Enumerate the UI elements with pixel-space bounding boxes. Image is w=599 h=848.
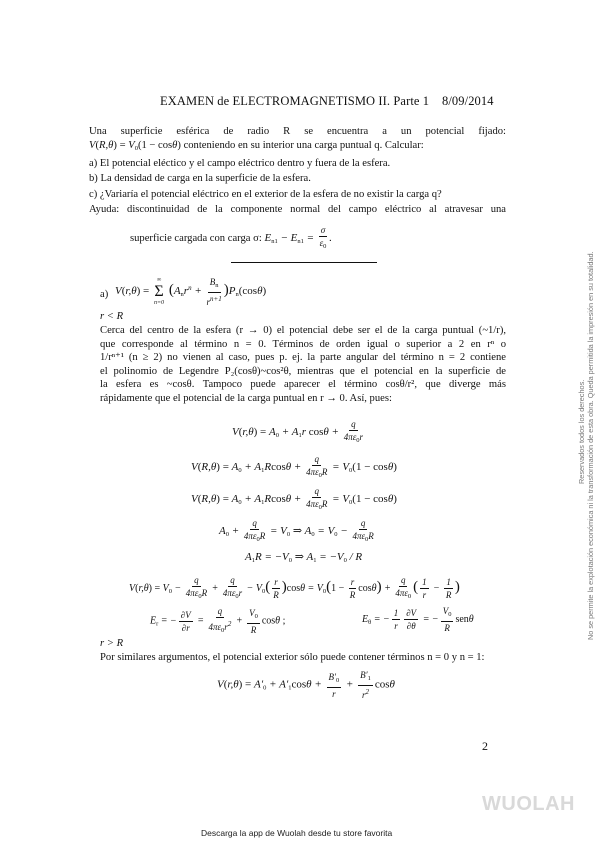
potential-inside-eq: $V(r,\theta) = A_0 + A_1r$ cosθ + $\frac{q}{4\pi\varepsilon_0r}$ [232, 419, 364, 444]
hint-line-2 [130, 225, 332, 252]
problem-line-2 [89, 139, 509, 156]
problem-item-b: b) La densidad de carga en la superficie de la esfera. [89, 173, 311, 184]
radial-field-eq: $E_r$ = − $\frac{\partial V}{\partial r}$ = $\frac{q}{4\pi\varepsilon_0r^2}$ + $\frac{V_0}{R}$ cosθ ; [150, 606, 286, 635]
boundary-condition-eq: $V(R,\theta) = V_0(1 - \cos\theta)$ [89, 140, 181, 152]
exam-date: 8/09/2014 [442, 94, 494, 108]
section-divider [231, 262, 377, 263]
potential-outside-eq: $V(r,\theta) = A'_0 + A'_1\cos\theta$ + $\frac{B'_0}{r}$ + $\frac{B'_1}{r^2}$ cosθ [217, 670, 395, 700]
polar-field-eq: $E_\theta$ = − $\frac{1}{r}$ $\frac{\partial V}{\partial\theta}$ = − $\frac{V_0}{R}$ senθ [362, 606, 474, 633]
problem-item-a: a) El potencial eléctico y el campo eléctrico dentro y fuera de la esfera. [89, 158, 391, 169]
general-solution-eq: V(r,θ) = ∞ Σ n=0 ($A_nr^n$ + $\frac{B_n}{r^{n+1}}$ )$P_n(\cos\theta)$ [115, 276, 267, 307]
rights-notice-line-1: Reservados todos los derechos. [577, 379, 586, 484]
rights-notice-line-2: No se permite la explotación económica ni la transformación de esta obra. Queda permitida la impresión en su totalidad. [586, 251, 595, 640]
wuolah-watermark: WUOLAH [482, 793, 575, 815]
part-a-label: a) [100, 289, 109, 300]
explanation-line-2: que corresponde al término n = 0. Términos de orden igual o superior a 2 en rⁿ o [100, 338, 506, 350]
explanation-line-3: 1/rⁿ⁺¹ (n ≥ 2) no vienen al caso, pues p. ej. la parte angular del término n = 2 contiene [100, 352, 506, 364]
explanation-line-6: rápidamente que el potencial de la carga puntual en r → 0. Así, pues: [100, 392, 392, 404]
outside-paragraph: Por similares argumentos, el potencial exterior sólo puede contener términos n = 0 y n = 1: [100, 652, 485, 663]
coefficient-a0-eq: $A_0$ + $\frac{q}{4\pi\varepsilon_0R}$ = $V_0$ ⇒ $A_0 = V_0$ − $\frac{q}{4\pi\varepsilon_0R}$ [219, 518, 374, 543]
explanation-paragraph [100, 324, 506, 406]
explanation-line-1: Cerca del centro de la esfera (r → 0) el potencial debe ser el de la carga puntual (~1/r), [100, 325, 506, 336]
problem-line-2-text: conteniendo en su interior una carga puntual q. Calcular: [183, 140, 424, 151]
discontinuity-eq: $E_{n1} - E_{n1}$ = $\frac{\sigma}{\varepsilon_0}$ . [264, 225, 332, 250]
boundary-eq-1: $V(R,\theta) = A_0 + A_1Rcos\theta$ + $\frac{q}{4\pi\varepsilon_0R}$ = $V_0(1 - \cos\theta)$ [191, 454, 397, 479]
footer-download-text: Descarga la app de Wuolah desde tu store favorita [201, 828, 393, 838]
coefficient-a1-eq: $A_1R = -V_0$ ⇒ $A_1 = -V_0 / R$ [245, 551, 363, 564]
hint-line-1: Ayuda: discontinuidad de la componente normal del campo eléctrico al atravesar una [89, 204, 506, 215]
problem-line-1: Una superficie esférica de radio R se encuentra a un potencial fijado: [89, 126, 506, 137]
potential-inside-final-eq: $V(r,\theta) = V_0$ − $\frac{q}{4\pi\varepsilon_0R}$ + $\frac{q}{4\pi\varepsilon_0r}$ − $V_0$( $\frac{r}{R}$ )$\cos\theta = V_0(1$ − $\frac{r}{R}$ cosθ) + $\frac{q}{4\pi\varepsilon_0}$ ( $\frac{1}{r}$ − $\frac{1}{R}$ ) [129, 575, 460, 600]
explanation-line-5: la esfera es ~cosθ. Tampoco puede aparecer el término cosθ/r², que diverge más [100, 379, 506, 391]
explanation-line-4: el polinomio de Legendre P₂(cosθ)~cos²θ, mientras que el potencial en la superficie de [100, 365, 506, 377]
boundary-eq-2: $V(R,\theta) = A_0 + A_1Rcos\theta$ + $\frac{q}{4\pi\varepsilon_0R}$ = $V_0(1 - \cos\theta)$ [191, 486, 397, 511]
region-outside: r > R [100, 638, 124, 649]
region-inside: r < R [100, 311, 124, 322]
hint-line-2-text: superficie cargada con carga σ: [130, 233, 262, 245]
problem-item-c: c) ¿Variaría el potencial eléctrico en el exterior de la esfera de no existir la carga q? [89, 189, 442, 200]
exam-title: EXAMEN de ELECTROMAGNETISMO II. Parte 1 [160, 94, 430, 108]
page-number: 2 [482, 739, 488, 753]
